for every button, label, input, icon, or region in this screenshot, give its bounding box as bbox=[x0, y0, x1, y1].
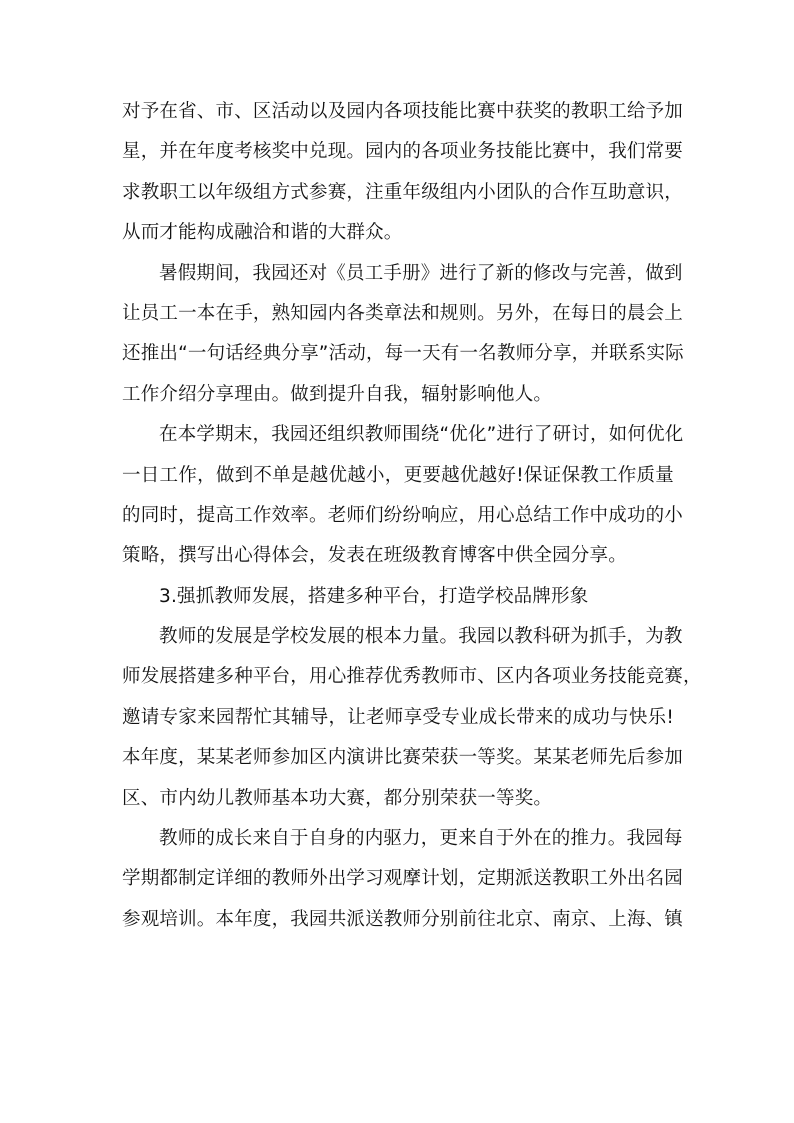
text-line: 邀请专家来园帮忙其辅导，让老师享受专业成长带来的成功与快乐! bbox=[122, 706, 674, 728]
text-line: 在本学期末，我园还组织教师围绕“优化”进行了研讨，如何优化 bbox=[159, 424, 684, 446]
heading-text: 3.强抓教师发展，搭建多种平台，打造学校品牌形象 bbox=[159, 585, 589, 607]
paragraph-teacher-growth bbox=[122, 819, 684, 940]
text-line: 学期都制定详细的教师外出学习观摩计划，定期派送教职工外出名园 bbox=[122, 868, 684, 890]
text-line: 从而才能构成融洽和谐的大群众。 bbox=[122, 222, 403, 244]
text-line: 参观培训。本年度，我园共派送教师分别前往北京、南京、上海、镇 bbox=[122, 908, 684, 930]
text-line: 教师的成长来自于自身的内驱力，更来自于外在的推力。我园每 bbox=[159, 828, 683, 850]
paragraph-teacher-development bbox=[122, 617, 702, 819]
text-line: 策略，撰写出心得体会，发表在班级教育博客中供全园分享。 bbox=[122, 545, 627, 567]
text-line: 星，并在年度考核奖中兑现。园内的各项业务技能比赛中，我们常要 bbox=[122, 141, 684, 163]
text-line: 的同时，提高工作效率。老师们纷纷响应，用心总结工作中成功的小 bbox=[122, 504, 684, 526]
text-line: 暑假期间，我园还对《员工手册》进行了新的修改与完善，做到 bbox=[159, 262, 683, 284]
text-line: 对予在省、市、区活动以及园内各项技能比赛中获奖的教职工给予加 bbox=[122, 101, 684, 122]
text-line: 让员工一本在手，熟知园内各类章法和规则。另外，在每日的晨会上 bbox=[122, 302, 684, 324]
paragraph-handbook bbox=[122, 254, 684, 416]
text-line: 还推出“一句话经典分享”活动，每一天有一名教师分享，并联系实际 bbox=[122, 343, 684, 365]
paragraph-optimization bbox=[122, 415, 684, 577]
text-line: 教师的发展是学校发展的根本力量。我园以教科研为抓手，为教 bbox=[159, 626, 683, 648]
text-line: 本年度，某某老师参加区内演讲比赛荣获一等奖。某某老师先后参加 bbox=[122, 747, 684, 769]
text-line: 工作介绍分享理由。做到提升自我，辐射影响他人。 bbox=[122, 383, 553, 405]
document-body bbox=[122, 92, 702, 940]
text-line: 一日工作，做到不单是越优越小，更要越优越好!保证保教工作质量 bbox=[122, 464, 674, 486]
text-line: 师发展搭建多种平台，用心推荐优秀教师市、区内各项业务技能竞赛， bbox=[122, 666, 702, 688]
paragraph-awards bbox=[122, 92, 684, 254]
text-line: 求教职工以年级组方式参赛，注重年级组内小团队的合作互助意识， bbox=[122, 181, 684, 203]
section-heading bbox=[122, 577, 674, 617]
text-line: 区、市内幼儿教师基本功大赛，都分别荣获一等奖。 bbox=[122, 787, 553, 809]
